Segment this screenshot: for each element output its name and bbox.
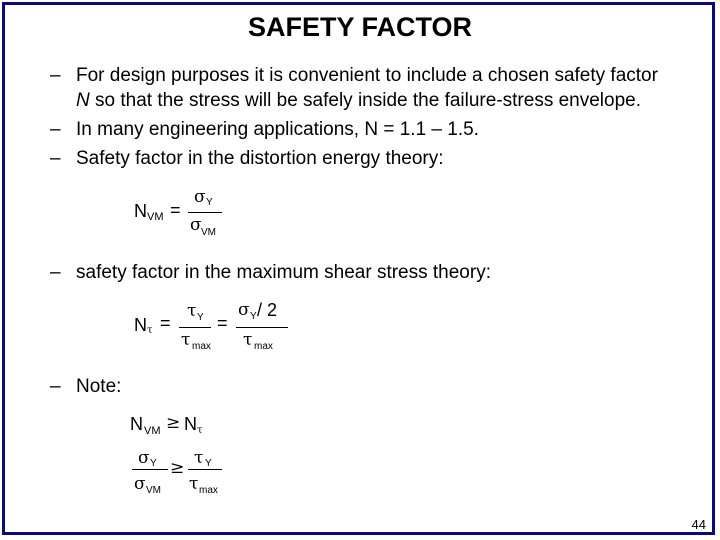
eq-lhs-n: N (134, 315, 147, 335)
f2-num-sub: Y (205, 458, 212, 469)
bullet-text: safety factor in the maximum shear stress theory: (76, 262, 491, 283)
eq-equals-2: = (217, 313, 228, 333)
bullet-text-cont (76, 88, 641, 113)
bullet-dash: – (50, 119, 61, 140)
note-rhs-n: N (184, 414, 197, 434)
note-lhs-n: N (130, 414, 143, 434)
symbol-n-italic: N (76, 90, 90, 111)
eq-den-sub: VM (201, 227, 216, 238)
f1-den-sigma: σ (134, 474, 146, 494)
f1-den-sub: VM (146, 485, 161, 496)
f1-num-sigma: σ (138, 448, 150, 468)
eq-equals-1: = (160, 313, 171, 333)
eq-den2-tau: τ (243, 330, 253, 350)
eq-num-sigma: σ (194, 187, 206, 207)
eq-num-sub: Y (206, 197, 213, 208)
eq-den-sigma: σ (190, 215, 202, 235)
f2-num-tau: τ (194, 448, 204, 468)
note-lhs-sub: VM (144, 425, 161, 437)
note-rel-geq: ≥ (166, 413, 181, 433)
eq-den1-tau: τ (181, 330, 191, 350)
bullet-text: In many engineering applications, N = 1.1 – 1.5. (76, 119, 479, 140)
note-rhs-sub: τ (197, 425, 203, 436)
eq-den2-sub: max (254, 341, 273, 352)
note-rel-geq-2: ≥ (170, 458, 185, 478)
eq-num1-sub: Y (197, 312, 204, 323)
bullet-dash: – (50, 65, 61, 86)
bullet-text: For design purposes it is convenient to include a chosen safety factor (76, 65, 658, 86)
fraction-bar-3 (132, 469, 168, 470)
fraction-bar-4 (188, 469, 222, 470)
eq-num2-sigma: σ (238, 300, 250, 320)
page-number: 44 (691, 517, 706, 532)
bullet-text-rest: so that the stress will be safely inside the failure-stress envelope. (89, 90, 642, 111)
bullet-dash: – (50, 148, 61, 169)
bullet-text: Note: (76, 376, 122, 397)
eq-lhs-sub: VM (147, 211, 164, 223)
f2-den-tau: τ (189, 474, 199, 494)
f2-den-sub: max (199, 485, 218, 496)
bullet-dash: – (50, 376, 61, 397)
fraction-bar-1 (179, 327, 211, 328)
eq-den1-sub: max (192, 341, 211, 352)
bullet-text: Safety factor in the distortion energy theory: (76, 148, 444, 169)
eq-equals: = (170, 200, 181, 220)
eq-lhs-n: N (134, 201, 147, 221)
eq-num1-tau: τ (187, 301, 197, 321)
fraction-bar-2 (236, 327, 288, 328)
eq-num2-tail: / 2 (257, 300, 278, 320)
bullet-dash: – (50, 262, 61, 283)
eq-num2-sub: Y (250, 311, 257, 322)
fraction-bar (188, 212, 222, 213)
eq-lhs-sub: τ (147, 325, 153, 336)
slide-title: SAFETY FACTOR (247, 12, 473, 42)
f1-num-sub: Y (150, 458, 157, 469)
